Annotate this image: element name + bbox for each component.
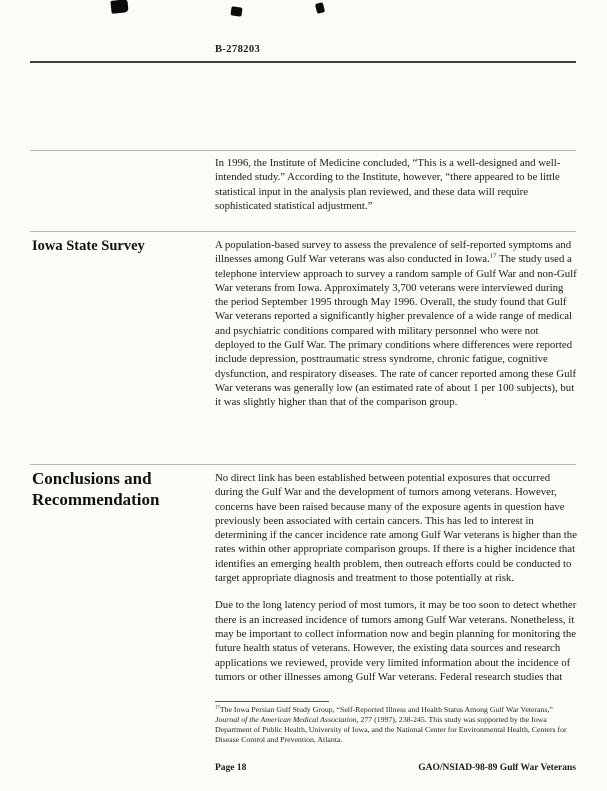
footnote-text: , 277 (1997), 238-245. This study was supported by the Iowa Department of Public Health, University of Iowa, and the National Center for Environmental Health, Centers for Disease Control and Prevention, Atlanta. (215, 715, 567, 744)
section-body-iowa (215, 238, 579, 410)
footnote-text: The Iowa Persian Gulf Study Group, “Self-Reported Illness and Health Status Among Gulf War Veterans,” (219, 705, 553, 714)
document-reference: B-278203 (215, 44, 261, 55)
page-number: Page 18 (215, 763, 247, 773)
paragraph-text: A population-based survey to assess the prevalence of self-reported symptoms and illnesses among Gulf War veterans was also conducted in Iowa. (215, 239, 572, 266)
footnote (215, 705, 579, 745)
scan-artifact (230, 6, 242, 16)
scan-artifact (110, 0, 128, 14)
intro-paragraph: In 1996, the Institute of Medicine concluded, “This is a well-designed and well-intended study.” According to the Institute, however, “there appeared to be little statistical input in the analysis plan reviewed, and these data will require sophisticated statistical adjustment.” (215, 157, 561, 212)
footnote-separator-rule (215, 701, 329, 702)
page-footer (215, 763, 576, 773)
scan-artifact (315, 2, 325, 14)
footnote-marker: 17 (215, 705, 220, 711)
paragraph: No direct link has been established between potential exposures that occurred during the Gulf War and the development of tumors among veterans. However, concerns have been raised because many of the exposure agents in question have previously been associated with certain cancers. This has led to interest in determining if the cancer incidence rate among Gulf War veterans is higher than the rates within other appropriate comparison groups. If there is a higher incidence that identifies an emerging health problem, then outreach efforts could be conducted to target appropriate diagnosis and treatment to those potentially at risk. (215, 472, 577, 585)
section-body-conclusions (215, 471, 579, 684)
paragraph (215, 238, 579, 410)
paragraph-text: The study used a telephone interview approach to survey a random sample of Gulf War and non-Gulf War veterans from Iowa. Approximately 3,700 veterans were interviewed during the period September 1995 through May 1996. Overall, the study found that Gulf War veterans reported a significantly higher prevalence of a wide range of medical and psychiatric conditions compared with military personnel who were not deployed to the Gulf War. The primary conditions where differences were reported include depression, posttraumatic stress syndrome, chronic fatigue, cognitive dysfunction, and respiratory diseases. The rate of cancer reported among these Gulf War veterans was generally low (an estimated rate of about 1 per 100 subjects), but it was slightly higher than that of the comparison group. (215, 253, 577, 409)
paragraph: Due to the long latency period of most tumors, it may be too soon to detect whether there is an increased incidence of tumors among Gulf War veterans. Nonetheless, it may be important to collect information now and begin planning for monitoring the future health status of veterans. However, the existing data sources and research applications we reviewed, provide very limited information about the incidence of tumors or other illnesses among Gulf War veterans. Federal research studies that (215, 599, 577, 683)
section-heading-conclusions-recommendation: Conclusions and Recommendation (32, 469, 160, 509)
footnote-journal-title: Journal of the American Medical Association (215, 715, 357, 724)
section-divider (30, 464, 576, 465)
report-id: GAO/NSIAD-98-89 Gulf War Veterans (418, 763, 576, 773)
header-rule (30, 61, 576, 63)
section-divider (30, 150, 576, 151)
section-divider (30, 231, 576, 232)
footnote-reference-marker: 17 (489, 252, 497, 260)
section-heading-iowa-state-survey: Iowa State Survey (32, 238, 145, 254)
